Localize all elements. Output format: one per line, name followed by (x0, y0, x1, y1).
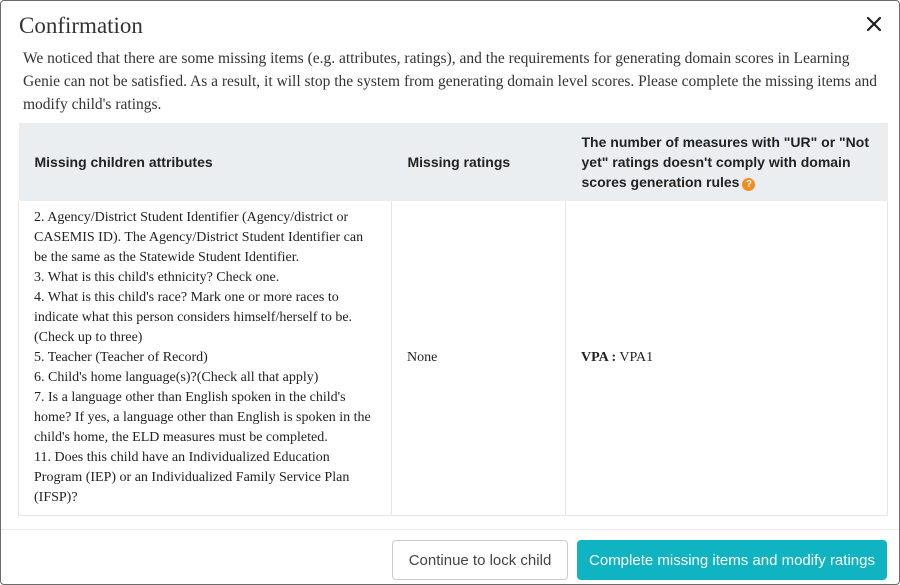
footer-divider (1, 529, 899, 530)
missing-attributes-cell (19, 201, 392, 516)
question-circle-icon[interactable]: ? (742, 178, 755, 191)
table-row (19, 201, 888, 516)
header-measures-label: The number of measures with "UR" or "Not yet" ratings doesn't comply with domain scores generation rules (581, 134, 869, 190)
dialog-message: We noticed that there are some missing items (e.g. attributes, ratings), and the requirements for generating domain scores in Learning Genie can not be satisfied. As a result, it will stop the system from generating domain level scores. Please complete the missing items and modify child's ratings. (23, 50, 878, 113)
complete-missing-items-button[interactable]: Complete missing items and modify ratings (577, 540, 887, 580)
header-missing-ratings: Missing ratings (392, 123, 566, 201)
measure-domain: VPA : (581, 350, 617, 365)
header-measures (566, 123, 888, 201)
close-button[interactable] (863, 13, 885, 35)
list-item: 3. What is this child's ethnicity? Check one. (34, 270, 280, 285)
missing-ratings-cell: None (392, 201, 566, 516)
list-item: 4. What is this child's race? Mark one or more races to indicate what this person considers himself/herself to be. (Check up to three) (34, 290, 353, 345)
list-item: 5. Teacher (Teacher of Record) (34, 350, 208, 365)
measures-cell (566, 201, 888, 516)
missing-items-table (18, 123, 888, 516)
list-item: 11. Does this child have an Individualized Education Program (IEP) or an Individualized Family Service Plan (IFSP)? (34, 450, 350, 505)
list-item: 2. Agency/District Student Identifier (Agency/district or CASEMIS ID). The Agency/District Student Identifier can be the same as the Statewide Student Identifier. (34, 210, 364, 265)
list-item: 7. Is a language other than English spoken in the child's home? If yes, a language other than English is spoken in the child's home, the ELD measures must be completed. (34, 390, 371, 445)
measure-value: VPA1 (616, 350, 654, 365)
header-missing-attributes: Missing children attributes (19, 123, 392, 201)
table-header-row (19, 123, 888, 201)
list-item: 6. Child's home language(s)?(Check all that apply) (34, 370, 319, 385)
continue-to-lock-child-button[interactable]: Continue to lock child (392, 540, 568, 580)
close-icon (863, 13, 885, 35)
dialog-title: Confirmation (19, 13, 143, 38)
